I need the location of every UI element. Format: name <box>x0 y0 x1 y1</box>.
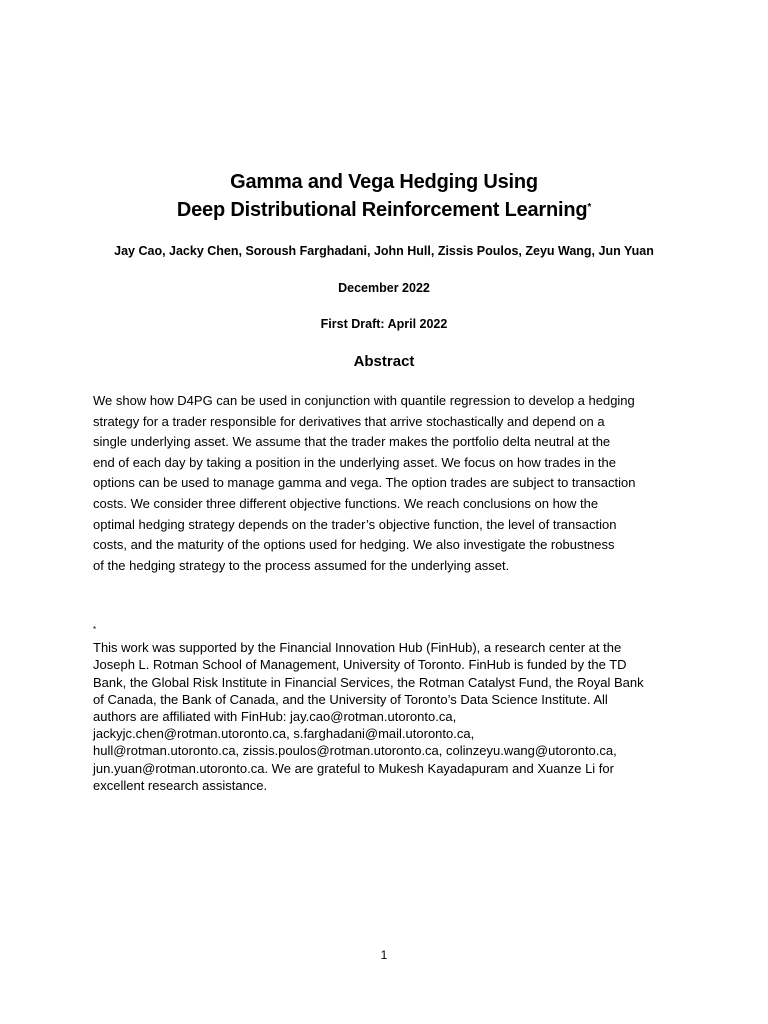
first-draft-date: First Draft: April 2022 <box>320 317 448 331</box>
abstract-line: optimal hedging strategy depends on the trader’s objective function, the level of transaction <box>93 516 617 532</box>
abstract-heading: Abstract <box>353 353 415 370</box>
footnote-line: jackyjc.chen@rotman.utoronto.ca, s.farghadani@mail.utoronto.ca, <box>93 726 475 742</box>
abstract-line: of the hedging strategy to the process assumed for the underlying asset. <box>93 557 510 573</box>
page-number: 1 <box>380 948 388 962</box>
abstract-line: costs. We consider three different objective functions. We reach conclusions on how the <box>93 495 599 511</box>
footnote-line: Joseph L. Rotman School of Management, University of Toronto. FinHub is funded by the TD <box>93 657 627 673</box>
abstract-line: options can be used to manage gamma and vega. The option trades are subject to transaction <box>93 475 636 491</box>
abstract-line: We show how D4PG can be used in conjunction with quantile regression to develop a hedging <box>93 393 635 408</box>
acknowledgement-footnote <box>93 622 693 794</box>
abstract-body <box>93 391 693 576</box>
abstract-line: strategy for a trader responsible for derivatives that arrive stochastically and depend on a <box>93 413 605 429</box>
abstract-line: costs, and the maturity of the options used for hedging. We also investigate the robustness <box>93 537 615 553</box>
footnote-line: excellent research assistance. <box>93 777 268 793</box>
footnote-marker: * <box>93 625 97 634</box>
footnote-line: of Canada, the Bank of Canada, and the University of Toronto’s Data Science Institute. All <box>93 691 608 707</box>
footnote-line: hull@rotman.utoronto.ca, zissis.poulos@rotman.utoronto.ca, colinzeyu.wang@utoronto.ca, <box>93 743 617 759</box>
paper-title <box>0 168 768 224</box>
footnote-line: authors are affiliated with FinHub: jay.cao@rotman.utoronto.ca, <box>93 709 457 725</box>
abstract-line: end of each day by taking a position in the underlying asset. We focus on how trades in the <box>93 454 616 470</box>
title-line-2 <box>0 196 768 224</box>
publication-date: December 2022 <box>338 281 430 295</box>
title-line-2-text: Deep Distributional Reinforcement Learning <box>176 199 588 221</box>
footnote-line: Bank, the Global Risk Institute in Financial Services, the Rotman Catalyst Fund, the Royal Bank <box>93 674 644 690</box>
author-list: Jay Cao, Jacky Chen, Soroush Farghadani, John Hull, Zissis Poulos, Zeyu Wang, Jun Yuan <box>114 244 654 258</box>
abstract-line: single underlying asset. We assume that the trader makes the portfolio delta neutral at the <box>93 434 611 450</box>
footnote-line <box>93 622 693 656</box>
footnote-line: jun.yuan@rotman.utoronto.ca. We are grateful to Mukesh Kayadapuram and Xuanze Li for <box>93 760 614 776</box>
title-line-1: Gamma and Vega Hedging Using <box>230 171 538 193</box>
title-footnote-marker: * <box>587 202 592 213</box>
footnote-line-text: This work was supported by the Financial Innovation Hub (FinHub), a research center at the <box>93 640 622 656</box>
